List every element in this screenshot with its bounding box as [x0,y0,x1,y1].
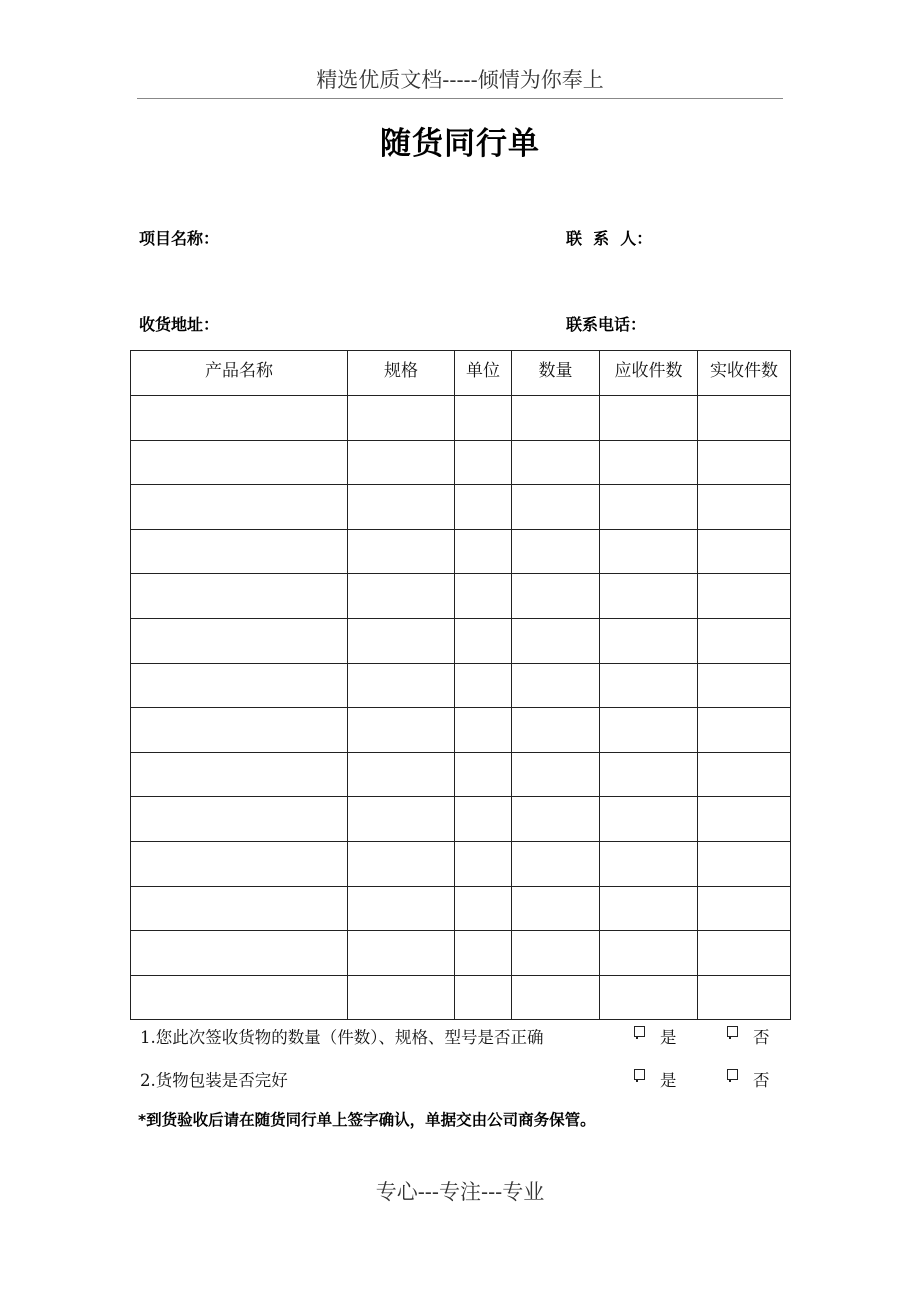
table-cell[interactable] [455,752,512,797]
table-cell[interactable] [455,663,512,708]
table-cell[interactable] [512,752,600,797]
table-cell[interactable] [455,708,512,753]
table-cell[interactable] [348,975,455,1020]
table-cell[interactable] [512,440,600,485]
col-unit: 单位 [455,351,512,396]
table-cell[interactable] [698,663,791,708]
table-cell[interactable] [512,708,600,753]
table-row [131,841,791,886]
document-title: 随货同行单 [380,126,540,162]
q2-no-label: 否 [753,1071,770,1090]
table-cell[interactable] [455,529,512,574]
table-cell[interactable] [131,931,348,976]
table-body [131,396,791,1020]
contact-person-label: 联 系 人： [566,229,653,248]
table-cell[interactable] [131,574,348,619]
table-cell[interactable] [348,841,455,886]
table-cell[interactable] [348,708,455,753]
table-cell[interactable] [698,975,791,1020]
table-cell[interactable] [600,485,698,530]
table-cell[interactable] [698,931,791,976]
table-cell[interactable] [131,529,348,574]
table-cell[interactable] [348,797,455,842]
table-cell[interactable] [698,485,791,530]
table-cell[interactable] [348,752,455,797]
table-cell[interactable] [698,841,791,886]
question-1: 1.您此次签收货物的数量（件数）、规格、型号是否正确 [140,1028,544,1047]
table-cell[interactable] [512,396,600,441]
table-cell[interactable] [131,708,348,753]
col-spec: 规格 [348,351,455,396]
table-cell[interactable] [512,797,600,842]
q1-no-checkbox[interactable] [727,1026,738,1037]
table-cell[interactable] [348,886,455,931]
table-row [131,574,791,619]
table-cell[interactable] [512,931,600,976]
table-cell[interactable] [600,618,698,663]
table-cell[interactable] [698,529,791,574]
table-cell[interactable] [348,618,455,663]
q2-no-checkbox[interactable] [727,1069,738,1080]
table-cell[interactable] [348,663,455,708]
table-cell[interactable] [348,931,455,976]
table-cell[interactable] [131,841,348,886]
table-row [131,931,791,976]
table-cell[interactable] [455,396,512,441]
header-divider [137,98,783,99]
table-row [131,663,791,708]
table-cell[interactable] [600,574,698,619]
col-expected-count: 应收件数 [600,351,698,396]
table-cell[interactable] [512,841,600,886]
table-cell[interactable] [512,975,600,1020]
table-row [131,975,791,1020]
table-cell[interactable] [348,529,455,574]
table-cell[interactable] [698,886,791,931]
q1-yes-checkbox[interactable] [634,1026,645,1037]
table-cell[interactable] [512,618,600,663]
instruction-note: *到货验收后请在随货同行单上签字确认，单据交由公司商务保管。 [138,1111,596,1129]
q2-yes-checkbox[interactable] [634,1069,645,1080]
q1-no-label: 否 [753,1028,770,1047]
table-cell[interactable] [600,396,698,441]
table-cell[interactable] [698,574,791,619]
table-cell[interactable] [698,618,791,663]
table-cell[interactable] [600,841,698,886]
table-cell[interactable] [131,440,348,485]
table-cell[interactable] [348,396,455,441]
table-cell[interactable] [600,440,698,485]
table-cell[interactable] [131,752,348,797]
table-cell[interactable] [455,797,512,842]
table-row [131,396,791,441]
table-row [131,752,791,797]
table-cell[interactable] [698,396,791,441]
col-product-name: 产品名称 [131,351,348,396]
table-cell[interactable] [698,440,791,485]
table-cell[interactable] [600,663,698,708]
table-cell[interactable] [512,485,600,530]
project-name-label: 项目名称： [139,229,220,248]
table-cell[interactable] [600,752,698,797]
delivery-address-label: 收货地址： [139,315,220,334]
table-cell[interactable] [131,886,348,931]
table-cell[interactable] [455,931,512,976]
col-received-count: 实收件数 [698,351,791,396]
table-cell[interactable] [455,440,512,485]
table-row [131,797,791,842]
table-cell[interactable] [600,529,698,574]
table-cell[interactable] [600,708,698,753]
table-header-row [131,351,791,396]
question-2: 2.货物包装是否完好 [140,1071,288,1090]
q1-yes-label: 是 [660,1028,677,1047]
goods-table [130,350,791,1020]
table-cell[interactable] [348,440,455,485]
page-header: 精选优质文档-----倾情为你奉上 [316,68,604,92]
table-cell[interactable] [600,886,698,931]
table-cell[interactable] [348,574,455,619]
table-cell[interactable] [600,797,698,842]
table-cell[interactable] [698,708,791,753]
table-row [131,618,791,663]
table-row [131,708,791,753]
table-cell[interactable] [455,574,512,619]
table-cell[interactable] [698,797,791,842]
table-cell[interactable] [131,485,348,530]
table-cell[interactable] [348,485,455,530]
table-cell[interactable] [131,618,348,663]
table-cell[interactable] [131,396,348,441]
page-footer: 专心---专注---专业 [375,1180,545,1204]
table-row [131,529,791,574]
table-cell[interactable] [455,841,512,886]
table-cell[interactable] [455,618,512,663]
table-row [131,886,791,931]
table-cell[interactable] [512,574,600,619]
col-quantity: 数量 [512,351,600,396]
table-row [131,485,791,530]
table-cell[interactable] [698,752,791,797]
table-cell[interactable] [512,886,600,931]
table-cell[interactable] [512,663,600,708]
table-cell[interactable] [512,529,600,574]
table-cell[interactable] [455,975,512,1020]
q2-yes-label: 是 [660,1071,677,1090]
table-cell[interactable] [131,663,348,708]
table-row [131,440,791,485]
table-cell[interactable] [455,485,512,530]
table-cell[interactable] [600,931,698,976]
contact-phone-label: 联系电话： [566,315,647,334]
table-cell[interactable] [600,975,698,1020]
table-cell[interactable] [131,975,348,1020]
table-cell[interactable] [131,797,348,842]
table-cell[interactable] [455,886,512,931]
